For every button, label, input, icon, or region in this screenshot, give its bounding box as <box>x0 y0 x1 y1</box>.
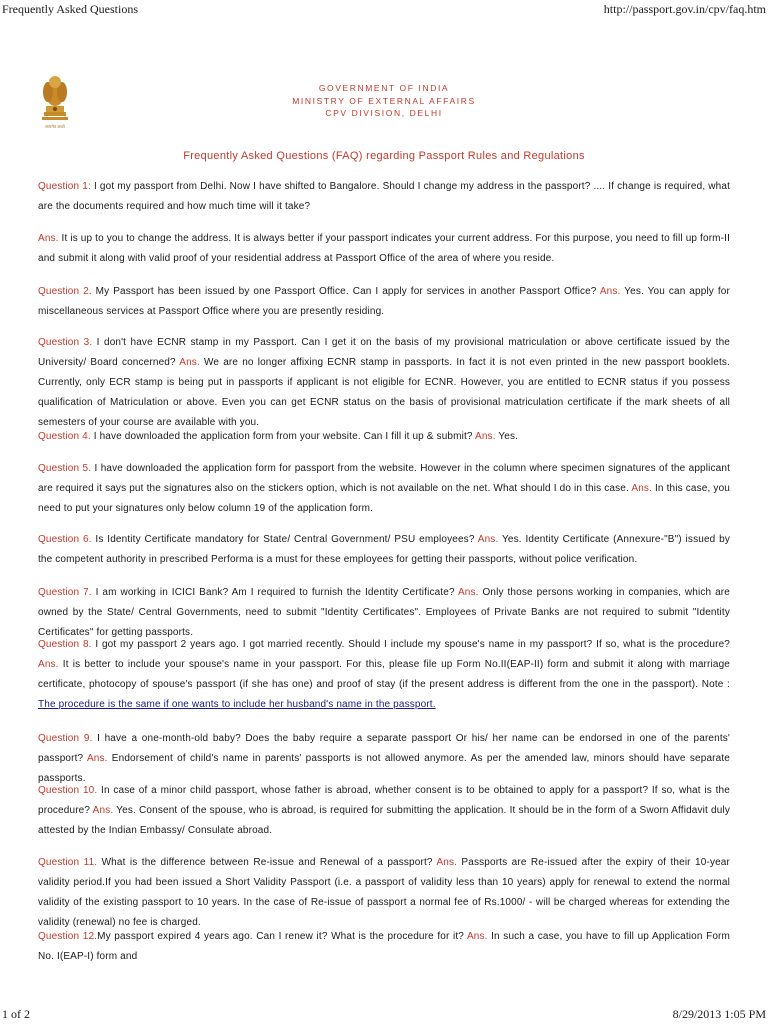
faq-item-10 <box>38 781 730 841</box>
question-label: Question 4. <box>38 431 91 442</box>
question-text: My Passport has been issued by one Passport Office. Can I apply for services in another Passport Office? <box>91 286 600 297</box>
question-label: Question 11. <box>38 857 98 868</box>
answer-label: Ans. <box>599 286 621 297</box>
faq-item-5 <box>38 459 730 519</box>
question-text: I have a one-month-old baby? Does the baby require a separate passport Or his/ her name can be endorsed in one of the parents' passport? <box>38 733 730 764</box>
question-text: What is the difference between Re-issue and Renewal of a passport? <box>97 857 437 868</box>
answer-label: Ans. <box>92 805 114 816</box>
answer-text: In such a case, you have to fill up Application Form No. I(EAP-I) form and <box>38 931 730 962</box>
faq-item-6 <box>38 530 730 570</box>
answer-label: Ans. <box>466 931 488 942</box>
faq-item-3 <box>38 333 730 433</box>
question-label: Question 8. <box>38 639 92 650</box>
faq-answer-1 <box>38 229 730 269</box>
page-count: 1 of 2 <box>2 1007 30 1021</box>
print-footer <box>0 1005 768 1023</box>
question-label: Question 2. <box>38 286 92 297</box>
document-title: Frequently Asked Questions (FAQ) regarding Passport Rules and Regulations <box>183 150 585 162</box>
page-url[interactable]: http://passport.gov.in/cpv/faq.htm <box>603 2 766 16</box>
question-label: Question 6. <box>38 534 92 545</box>
answer-label: Ans. <box>457 587 479 598</box>
question-text: I don't have ECNR stamp in my Passport. Can I get it on the basis of my provisional matriculation or above certificate issued by the University/ Board concerned? <box>38 337 730 368</box>
question-text: Is Identity Certificate mandatory for State/ Central Government/ PSU employees? <box>91 534 478 545</box>
answer-text: Yes. Consent of the spouse, who is abroad, is required for submitting the application. It should be in the form of a Sworn Affidavit duly attested by the Indian Embassy/ Consulate abroad. <box>38 805 731 836</box>
answer-label: Ans. <box>38 659 59 670</box>
question-label: Question 9. <box>38 733 93 744</box>
answer-label: Ans. <box>477 534 499 545</box>
answer-text: Only those persons working in companies, which are owned by the State/ Central Governments, need to submit "Identity Certificates". Employees of Private Banks are not required to submit "Identity Certificates" for getting passports. <box>38 587 730 638</box>
faq-item-2 <box>38 282 730 322</box>
faq-item-9 <box>38 729 730 789</box>
org-line-division: CPV DIVISION, DELHI <box>325 108 443 118</box>
faq-item-7 <box>38 583 730 643</box>
answer-text: It is better to include your spouse's name in your passport. For this, please file up Form No.II(EAP-II) form and submit it along with marriage certificate, photocopy of spouse's passport (if she has one) and proof of stay (if the present address is different from the one in the passport). Note : <box>38 659 730 690</box>
question-text: I have downloaded the application form for passport from the website. However in the column where specimen signatures of the applicant are required it says put the signatures also on the stickers option, which is not available on the net. What should I do in this case. <box>38 463 731 494</box>
answer-text: It is up to you to change the address. It is always better if your passport indicates your current address. For this purpose, you need to fill up form-II and submit it along with valid proof of your residential address at Passport Office of the area of where you reside. <box>38 233 730 264</box>
faq-item-4 <box>38 427 730 447</box>
faq-item-12 <box>38 927 730 967</box>
svg-text:सत्यमेव जयते: सत्यमेव जयते <box>45 124 65 129</box>
answer-label: Ans. <box>179 357 200 368</box>
faq-item-11 <box>38 853 730 933</box>
answer-text: Yes. <box>495 431 519 442</box>
answer-text: Passports are Re-issued after the expiry of their 10-year validity period.If you had been issued a Short Validity Passport (i.e. a passport of validity less than 10 years) apply for renewal to extend the normal validity of the existing passport to 10 years. In the case of Re-issue of passport a normal fee of Rs.1000/ - will be charged whereas for extending the validity (renewal) no fee is charged. <box>38 857 730 928</box>
question-label: Question 3. <box>38 337 93 348</box>
answer-label: Ans. <box>38 233 59 244</box>
faq-item-8 <box>38 635 730 715</box>
question-text: I got my passport from Delhi. Now I have shifted to Bangalore. Should I change my address in the passport? .... If change is required, what are the documents required and how much time will it take? <box>38 181 731 212</box>
question-text: I am working in ICICI Bank? Am I required to furnish the Identity Certificate? <box>91 587 458 598</box>
answer-text: Yes. You can apply for miscellaneous services at Passport Office where you are presently residing. <box>38 286 730 317</box>
print-timestamp: 8/29/2013 1:05 PM <box>672 1007 766 1021</box>
answer-label: Ans. <box>86 753 108 764</box>
answer-label: Ans. <box>631 483 652 494</box>
question-label: Question 7. <box>38 587 92 598</box>
question-text: I got my passport 2 years ago. I got married recently. Should I include my spouse's name in my passport? If so, what is the procedure? <box>91 639 730 650</box>
question-label: Question 12. <box>38 931 98 942</box>
answer-text: Yes. Identity Certificate (Annexure-"B") issued by the competent authority in prescribed Performa is a must for these employees for getting their passports, without police verification. <box>38 534 731 565</box>
question-label: Question 10. <box>38 785 98 796</box>
answer-text: Endorsement of child's name in parents' passports is not allowed anymore. As per the amended law, minors should have separate passports. <box>38 753 730 784</box>
question-text: In case of a minor child passport, whose father is abroad, whether consent is to be obtained to apply for a passport? If so, what is the procedure? <box>38 785 730 816</box>
faq-question-1 <box>38 177 730 217</box>
question-text: My passport expired 4 years ago. Can I renew it? What is the procedure for it? <box>97 931 467 942</box>
org-line-government: GOVERNMENT OF INDIA <box>318 83 450 93</box>
page-title-header: Frequently Asked Questions <box>2 2 138 16</box>
answer-text: In this case, you need to put your signatures only below column 19 of the application form. <box>38 483 730 514</box>
print-header <box>0 0 768 18</box>
org-line-ministry: MINISTRY OF EXTERNAL AFFAIRS <box>292 96 476 106</box>
question-label: Question 5. <box>38 463 92 474</box>
note-link[interactable]: The procedure is the same if one wants to include her husband's name in the passport. <box>38 699 436 710</box>
answer-label: Ans. <box>436 857 458 868</box>
question-label: Question 1: <box>38 181 91 192</box>
answer-label: Ans. <box>475 431 496 442</box>
answer-text: We are no longer affixing ECNR stamp in passports. In fact it is not even printed in the new passport booklets. Currently, only ECR stamp is being put in passports if applicant is not eligible for ECNR. However, you are entitled to ECNR status if you possess qualification of Matriculation or above. Even you can get ECNR status on the basis of provisional matriculation certificate if the mark sheets of all semesters of your course are available with you. <box>38 357 730 428</box>
question-text: I have downloaded the application form from your website. Can I fill it up & submit? <box>90 431 476 442</box>
